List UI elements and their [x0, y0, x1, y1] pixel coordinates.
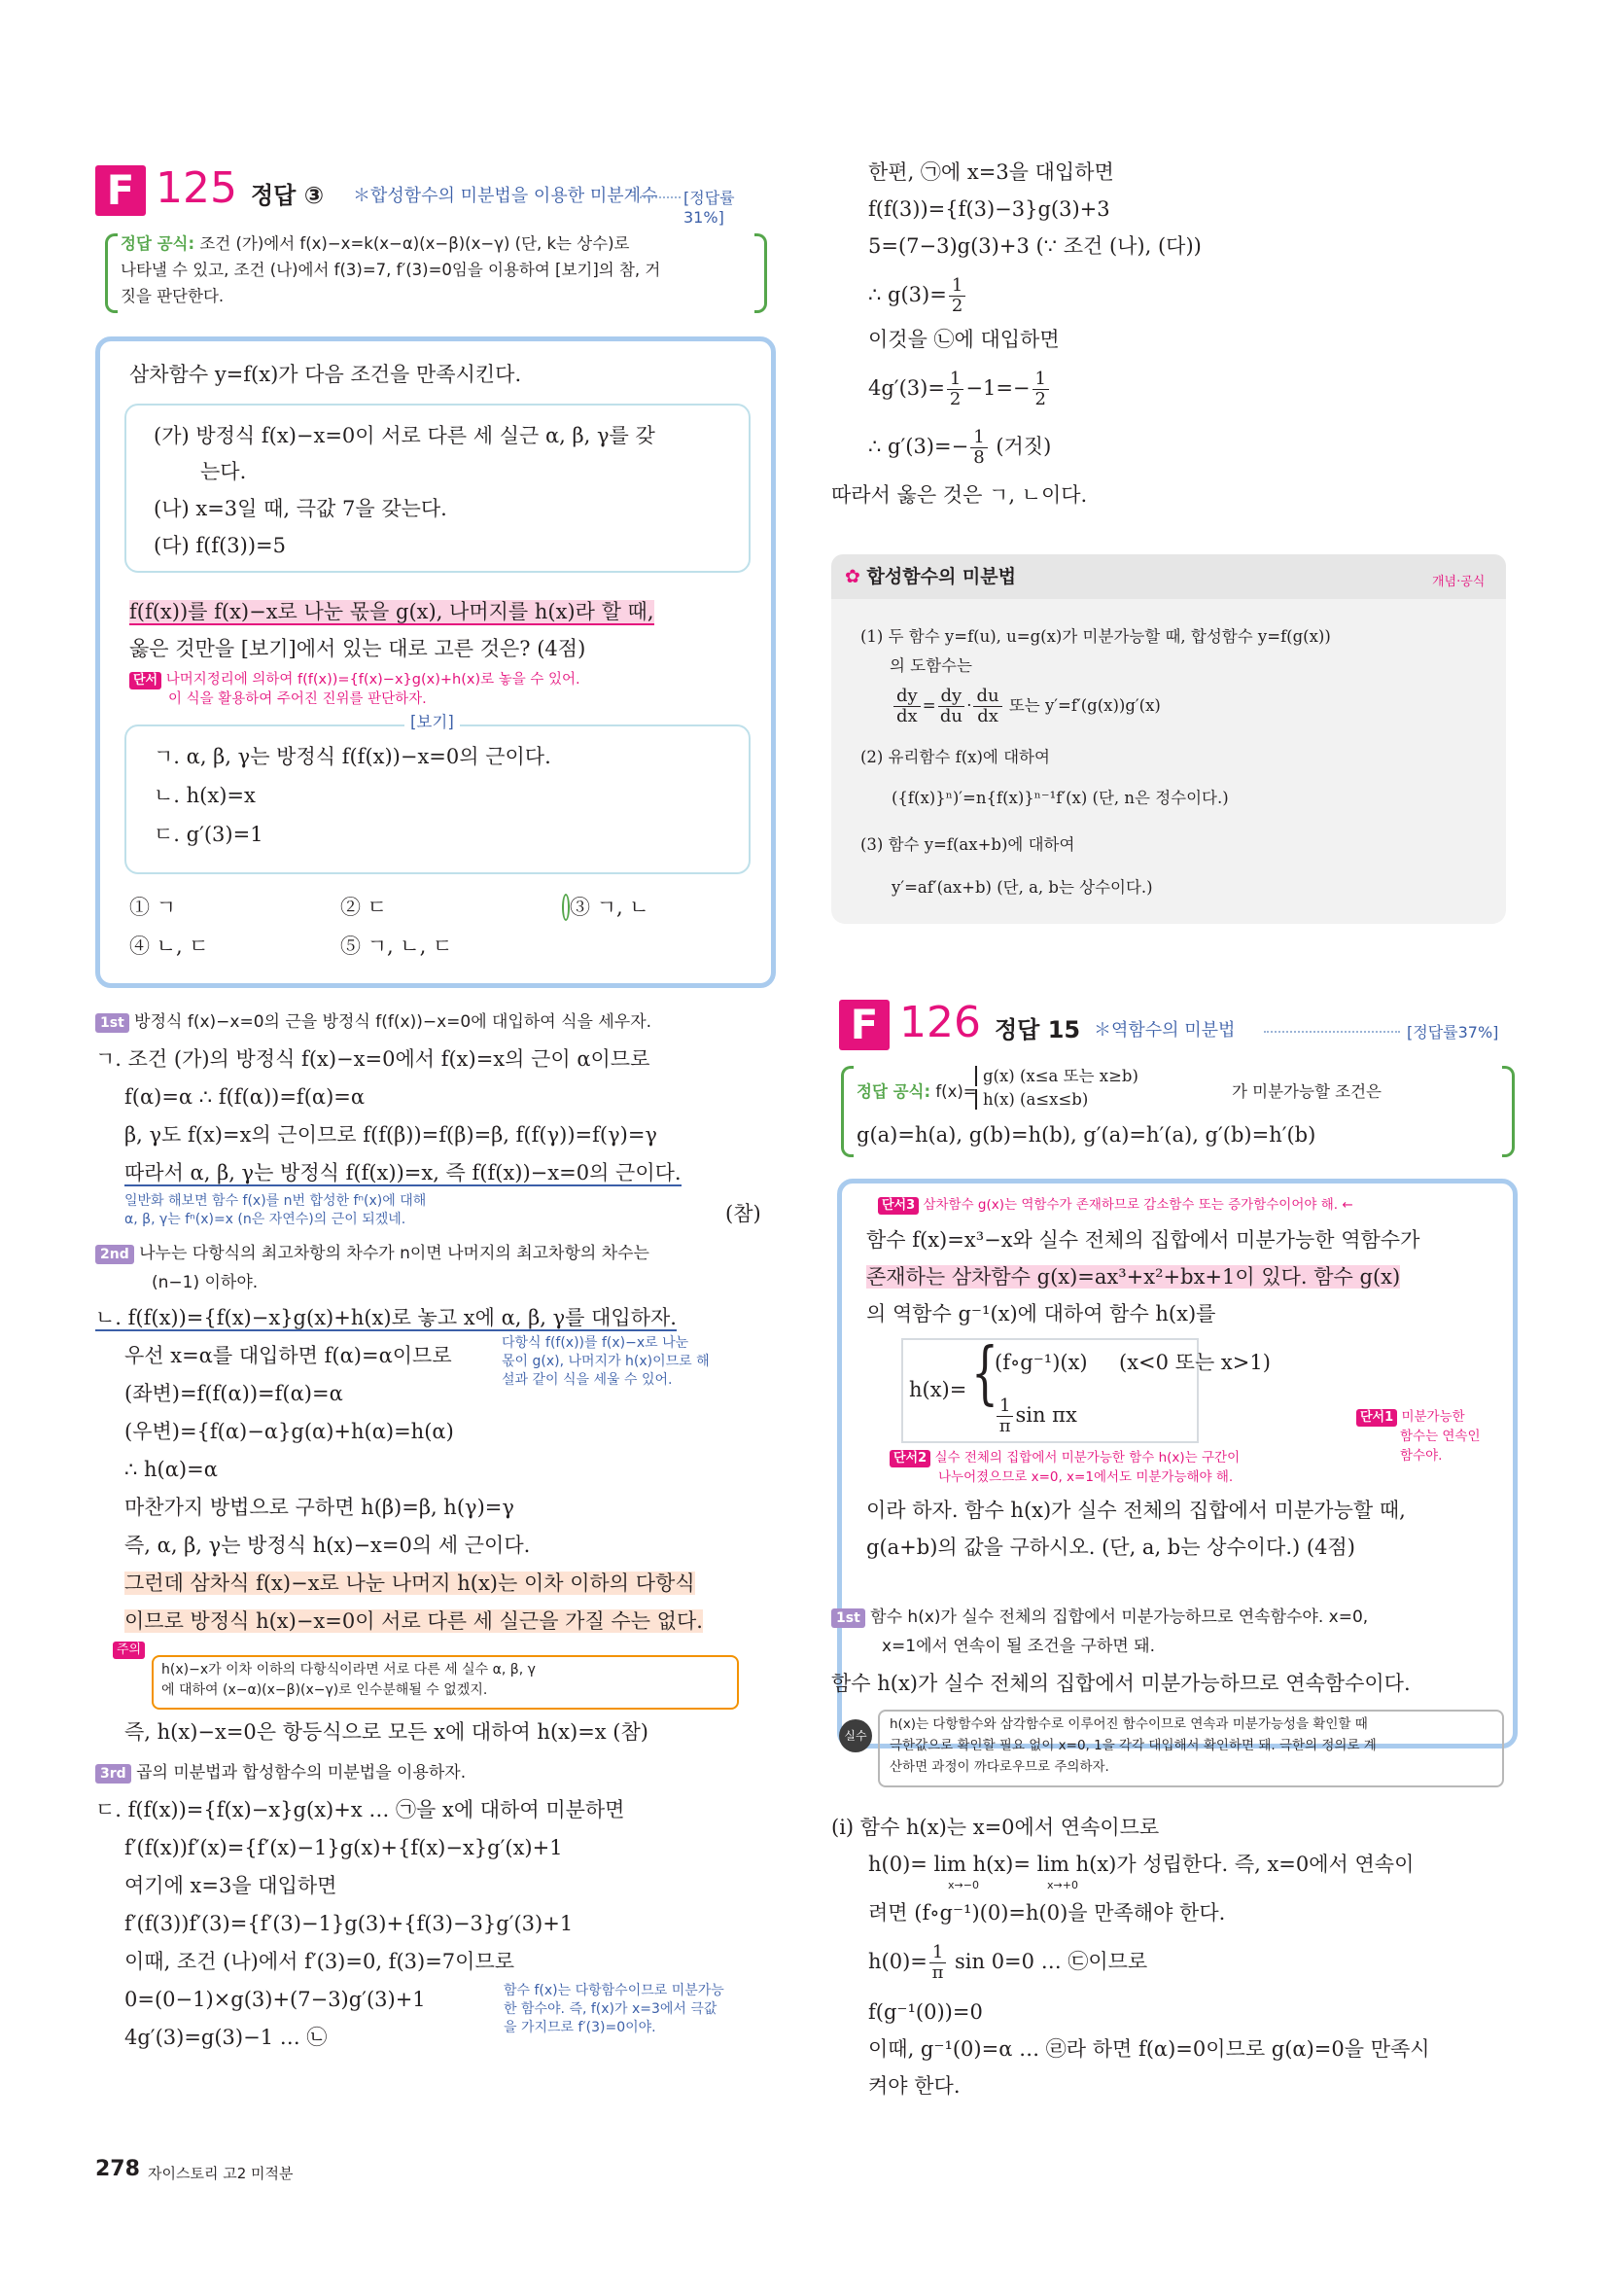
sol-line-21: 4g′(3)=g(3)−1 … ㉡ [124, 2026, 328, 2049]
sol-line-12: 그런데 삼차식 f(x)−x로 나눈 나머지 h(x)는 이차 이하의 다항식 [124, 1572, 695, 1595]
sol-line-11: 즉, α, β, γ는 방정식 h(x)−x=0의 세 근이다. [124, 1534, 531, 1557]
concept-1b: 의 도함수는 [890, 656, 972, 675]
problem-badge: F [839, 1000, 890, 1050]
formula-p126-label: 정답 공식: f(x)= [857, 1082, 977, 1101]
problem-126-line-4: 이라 하자. 함수 h(x)가 실수 전체의 집합에서 미분가능할 때, [866, 1499, 1406, 1522]
choice-2[interactable]: ② ㄷ [340, 896, 387, 919]
sol-note-1: 일반화 해보면 함수 f(x)를 n번 합성한 fⁿ(x)에 대해 [124, 1193, 427, 1209]
condition-ga-line2: 는다. [200, 460, 247, 483]
leader-dots [640, 196, 681, 198]
clue-1: 단서1 미분가능한 [1356, 1408, 1465, 1427]
sol-line-14: 즉, h(x)−x=0은 항등식으로 모든 x에 대하여 h(x)=x (참) [124, 1720, 648, 1744]
condition-da: (다) f(f(3))=5 [154, 534, 286, 557]
sol-line-20: 0=(0−1)×g(3)+(7−3)g′(3)+1 [124, 1988, 426, 2011]
concept-1-formula: $\frac{dy}{dx}$ = $\frac{dy}{du}$ · $\frac{du}{dx}$ 또는 y′=f′(g(x))g′(x) [892, 687, 1161, 726]
sol-note-4: 몫이 g(x), 나머지가 h(x)이므로 해 [502, 1354, 710, 1369]
sol-line-8: (우변)={f(α)−α}g(α)+h(α)=h(α) [124, 1420, 454, 1443]
concept-3b: y′=af′(ax+b) (단, a, b는 상수이다.) [892, 878, 1153, 897]
cont-line-3: 5=(7−3)g(3)+3 (∵ 조건 (나), (다)) [868, 234, 1202, 258]
book-title: 자이스토리 고2 미적분 [148, 2165, 294, 2182]
sol-line-7: (좌변)=f(f(α))=f(α)=α [124, 1382, 343, 1405]
problem-badge: F [95, 165, 146, 216]
question-line-2: 옳은 것만을 [보기]에서 있는 대로 고른 것은? (4점) [129, 637, 586, 660]
tip-line-2: 극한값으로 확인할 필요 없이 x=0, 1을 각각 대입해서 확인하면 돼. 극한의 정의로 계 [890, 1738, 1377, 1753]
choice-4[interactable]: ④ ㄴ, ㄷ [129, 935, 209, 958]
tip-line-3: 산하면 과정이 까다로우므로 주의하자. [890, 1759, 1109, 1775]
caution-tag: 주의 [113, 1642, 145, 1659]
piecewise-top: (f∘g⁻¹)(x) [995, 1351, 1088, 1374]
sol-line-16: f′(f(x))f′(x)={f′(x)−1}g(x)+{f(x)−x}g′(x)+1 [124, 1836, 563, 1859]
correct-rate: [정답률 31%] [683, 189, 735, 227]
concept-2b: ({f(x)}ⁿ)′=n{f(x)}ⁿ⁻¹f′(x) (단, n은 정수이다.) [892, 789, 1229, 807]
problem-126-line-2: 존재하는 삼차함수 g(x)=ax³+x²+bx+1이 있다. 함수 g(x) [866, 1265, 1401, 1289]
piecewise-top-cond: (x<0 또는 x>1) [1119, 1351, 1271, 1374]
clue-2: 단서2 실수 전체의 집합에서 미분가능한 함수 h(x)는 구간이 [890, 1449, 1240, 1467]
cont-line-4: ∴ g(3)= $\frac{1}{2}$ [868, 276, 967, 316]
sol-line-9: ∴ h(α)=α [124, 1458, 218, 1481]
sol-line-15: ㄷ. f(f(x))={f(x)−x}g(x)+x … ㉠을 x에 대하여 미분하면 [95, 1798, 625, 1821]
cont-line-1: 한편, ㉠에 x=3을 대입하면 [868, 160, 1114, 184]
question-line-1: f(f(x))를 f(x)−x로 나눈 몫을 g(x), 나머지를 h(x)라 할 때, [129, 600, 654, 623]
sol-note-6: 함수 f(x)는 다항함수이므로 미분가능 [504, 1983, 724, 1998]
problem-topic: ＊합성함수의 미분법을 이용한 미분계수 [353, 186, 658, 206]
problem-number: 125 [156, 163, 237, 213]
sol-note-2: α, β, γ는 fⁿ(x)=x (n은 자연수)의 근이 되겠네. [124, 1212, 406, 1227]
answer-label: 정답 ③ [251, 182, 325, 209]
cont-line-6: 4g′(3)= $\frac{1}{2}$ −1=− $\frac{1}{2}$ [868, 370, 1051, 409]
bogi-item-3: ㄷ. g′(3)=1 [154, 823, 263, 846]
formula-brace-left [841, 1066, 854, 1157]
formula-brace-right [754, 233, 767, 313]
problem-126-line-1: 함수 f(x)=x³−x와 실수 전체의 집합에서 미분가능한 역함수가 [866, 1228, 1420, 1252]
clue-1b: 함수는 연속인 [1400, 1429, 1481, 1444]
sol-note-5: 설과 같이 식을 세울 수 있어. [502, 1372, 673, 1388]
sol-note-7: 한 함수야. 즉, f(x)가 x=3에서 극값 [504, 2001, 718, 2017]
step-1: 1st 함수 h(x)가 실수 전체의 집합에서 미분가능하므로 연속함수야. x=0, [831, 1605, 1368, 1630]
caution-line-1: h(x)−x가 이차 이하의 다항식이라면 서로 다른 세 실수 α, β, γ [161, 1662, 536, 1678]
step-1-cont: x=1에서 연속이 될 조건을 구하면 돼. [882, 1637, 1156, 1656]
arrow-left-icon: ← [1342, 1197, 1353, 1213]
step-3: 3rd 곱의 미분법과 합성함수의 미분법을 이용하자. [95, 1760, 466, 1785]
flower-icon: ✿ [845, 566, 860, 587]
concept-2a: (2) 유리함수 f(x)에 대하여 [860, 748, 1050, 766]
formula-tail: 가 미분가능할 조건은 [1232, 1082, 1382, 1101]
problem-intro: 삼차함수 y=f(x)가 다음 조건을 만족시킨다. [129, 363, 522, 386]
sol-line-17: 여기에 x=3을 대입하면 [124, 1874, 337, 1897]
sol-126-line-4: 려면 (f∘g⁻¹)(0)=h(0)을 만족해야 한다. [868, 1901, 1226, 1925]
sol-126-line-5: h(0)= $\frac{1}{\pi}$ sin 0=0 … ㉢이므로 [868, 1942, 1148, 1983]
concept-3a: (3) 함수 y=f(ax+b)에 대하여 [860, 835, 1075, 854]
cont-line-8: 따라서 옳은 것은 ㄱ, ㄴ이다. [831, 483, 1088, 507]
sol-line-4: 따라서 α, β, γ는 방정식 f(f(x))=x, 즉 f(f(x))−x=0의 근이다. [124, 1161, 682, 1184]
sol-line-10: 마찬가지 방법으로 구하면 h(β)=β, h(γ)=γ [124, 1496, 514, 1519]
answer-label: 정답 15 [995, 1016, 1081, 1043]
sol-line-5: ㄴ. f(f(x))={f(x)−x}g(x)+h(x)로 놓고 x에 α, β, γ를 대입하자. [95, 1306, 677, 1329]
cont-line-7: ∴ g′(3)=− $\frac{1}{8}$ (거짓) [868, 427, 1052, 468]
step-1: 1st 방정식 f(x)−x=0의 근을 방정식 f(f(x))−x=0에 대입하여 식을 세우자. [95, 1009, 651, 1035]
sol-126-line-7: 이때, g⁻¹(0)=α … ㉣라 하면 f(α)=0이므로 g(α)=0을 만족시 [868, 2037, 1430, 2061]
concept-1a: (1) 두 함수 y=f(u), u=g(x)가 미분가능할 때, 합성함수 y=f(g(x)) [860, 627, 1331, 646]
sol-note-3: 다항식 f(f(x))를 f(x)−x로 나눈 [502, 1335, 689, 1351]
sol-126-line-2: (ⅰ) 함수 h(x)는 x=0에서 연속이므로 [831, 1816, 1160, 1839]
limit-sub-2: x→+0 [1047, 1879, 1078, 1891]
correct-rate: [정답률37%] [1407, 1023, 1499, 1042]
sol-line-2: f(α)=α ∴ f(f(α))=f(α)=α [124, 1085, 366, 1109]
problem-126-line-3: 의 역함수 g⁻¹(x)에 대하여 함수 h(x)를 [866, 1302, 1216, 1325]
cont-line-5: 이것을 ㉡에 대입하면 [868, 328, 1060, 351]
problem-126-line-5: g(a+b)의 값을 구하시오. (단, a, b는 상수이다.) (4점) [866, 1536, 1355, 1559]
clue-line-2: 이 식을 활용하여 주어진 진위를 판단하자. [168, 691, 427, 707]
formula-p126-line2: g(a)=h(a), g(b)=h(b), g′(a)=h′(a), g′(b)=h′(b) [857, 1123, 1316, 1147]
bogi-item-1: ㄱ. α, β, γ는 방정식 f(f(x))−x=0의 근이다. [154, 745, 551, 768]
sol-126-line-6: f(g⁻¹(0))=0 [868, 2000, 983, 2024]
sol-126-line-3: h(0)= lim h(x)= lim h(x)가 성립한다. 즉, x=0에서 연속이 [868, 1853, 1415, 1876]
sol-line-6: 우선 x=α를 대입하면 f(α)=α이므로 [124, 1344, 452, 1367]
limit-sub-1: x→−0 [948, 1879, 979, 1891]
choice-5[interactable]: ⑤ ㄱ, ㄴ, ㄷ [340, 935, 453, 958]
tip-line-1: h(x)는 다항함수와 삼각함수로 이루어진 함수이므로 연속과 미분가능성을 확인할 때 [890, 1716, 1368, 1732]
concept-box [831, 554, 1506, 924]
condition-na: (나) x=3일 때, 극값 7을 갖는다. [154, 497, 447, 520]
clue-1c: 함수야. [1400, 1448, 1443, 1464]
sol-126-line-1: 함수 h(x)가 실수 전체의 집합에서 미분가능하므로 연속함수이다. [831, 1672, 1411, 1695]
condition-ga-line1: (가) 방정식 f(x)−x=0이 서로 다른 세 실근 α, β, γ를 갖 [154, 424, 655, 447]
problem-topic: ＊역함수의 미분법 [1094, 1020, 1236, 1041]
concept-title: ✿ 합성함수의 미분법 [845, 566, 1016, 587]
sol-126-line-8: 켜야 한다. [868, 2074, 961, 2098]
bogi-title: [보기] [404, 712, 460, 732]
formula-piece-bottom: h(x) (a≤x≤b) [975, 1089, 1088, 1110]
formula-line-3: 짓을 판단한다. [121, 287, 225, 305]
concept-tag: 개념·공식 [1432, 575, 1486, 589]
sol-line-19: 이때, 조건 (나)에서 f′(3)=0, f(3)=7이므로 [124, 1950, 515, 1973]
problem-number: 126 [899, 998, 981, 1047]
sol-line-3: β, γ도 f(x)=x의 근이므로 f(f(β))=f(β)=β, f(f(γ))=f(γ)=γ [124, 1123, 657, 1147]
formula-brace-left [105, 233, 118, 313]
sol-line-18: f′(f(3))f′(3)={f′(3)−1}g(3)+{f(3)−3}g′(3)+1 [124, 1912, 574, 1935]
clue-3: 단서3 삼차함수 g(x)는 역함수가 존재하므로 감소함수 또는 증가함수이어야 해. ← [878, 1196, 1353, 1215]
sol-note-8: 을 가지므로 f′(3)=0이야. [504, 2020, 656, 2035]
clue-2b: 나누어졌으므로 x=0, x=1에서도 미분가능해야 해. [938, 1469, 1234, 1485]
choice-3[interactable]: ③ ㄱ, ㄴ [562, 895, 649, 920]
caution-line-2: 에 대하여 (x−α)(x−β)(x−γ)로 인수분해될 수 없겠지. [161, 1682, 488, 1698]
bogi-item-2: ㄴ. h(x)=x [154, 784, 256, 807]
page-number: 278 [95, 2157, 140, 2181]
tip-icon: 실수 [839, 1719, 872, 1752]
piecewise-hx: h(x)= [909, 1378, 967, 1401]
sol-result-1: (참) [725, 1202, 761, 1225]
formula-brace-right [1502, 1066, 1515, 1157]
choice-1[interactable]: ① ㄱ [129, 896, 176, 919]
formula-line-1: 정답 공식: 조건 (가)에서 f(x)−x=k(x−α)(x−β)(x−γ) (단, k는 상수)로 [121, 234, 630, 253]
step-2: 2nd 나누는 다항식의 최고차항의 차수가 n이면 나머지의 최고차항의 차수는 [95, 1241, 649, 1266]
piecewise-bottom: $\frac{1}{\pi}$ sin πx [995, 1396, 1077, 1436]
clue-line-1: 단서 나머지정리에 의하여 f(f(x))={f(x)−x}g(x)+h(x)로 놓을 수 있어. [129, 671, 580, 689]
formula-line-2: 나타낼 수 있고, 조건 (나)에서 f(3)=7, f′(3)=0임을 이용하여 [보기]의 참, 거 [121, 261, 661, 279]
sol-line-13: 이므로 방정식 h(x)−x=0이 서로 다른 세 실근을 가질 수는 없다. [124, 1609, 703, 1633]
step-2-cont: (n−1) 이하야. [152, 1273, 259, 1292]
answer-check-icon [562, 894, 570, 921]
cont-line-2: f(f(3))={f(3)−3}g(3)+3 [868, 197, 1110, 221]
formula-piece-top: g(x) (x≤a 또는 x≥b) [975, 1066, 1138, 1086]
sol-line-1: ㄱ. 조건 (가)의 방정식 f(x)−x=0에서 f(x)=x의 근이 α이므로 [95, 1047, 650, 1071]
piecewise-brace: { [971, 1333, 998, 1413]
leader-dots [1264, 1031, 1400, 1033]
